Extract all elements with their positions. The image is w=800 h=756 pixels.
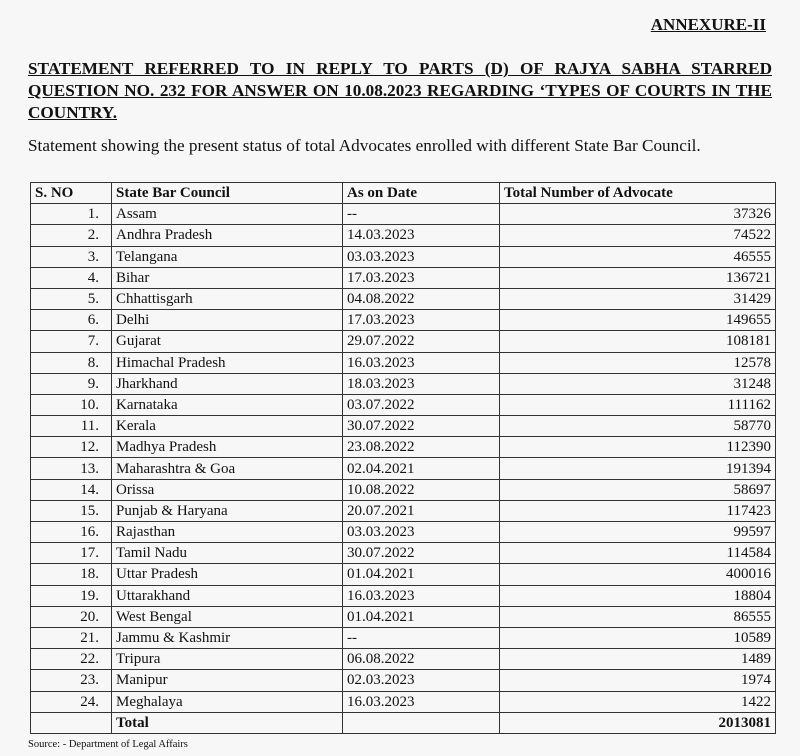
sno-cell: 20. <box>31 606 112 627</box>
total-cell: 108181 <box>500 331 776 352</box>
total-date-cell <box>343 712 500 733</box>
table-row <box>31 500 776 521</box>
date-cell: 16.03.2023 <box>343 352 500 373</box>
table-row <box>31 352 776 373</box>
sno-cell: 1. <box>31 204 112 225</box>
table-row <box>31 543 776 564</box>
table-row <box>31 225 776 246</box>
advocates-table <box>30 182 776 734</box>
sno-cell: 14. <box>31 479 112 500</box>
table-header-row <box>31 183 776 204</box>
total-value: 2013081 <box>500 712 776 733</box>
sno-cell: 11. <box>31 416 112 437</box>
total-cell: 400016 <box>500 564 776 585</box>
total-cell: 10589 <box>500 627 776 648</box>
total-cell: 117423 <box>500 500 776 521</box>
sno-cell: 17. <box>31 543 112 564</box>
sno-cell: 6. <box>31 310 112 331</box>
total-cell: 1489 <box>500 649 776 670</box>
table-row <box>31 479 776 500</box>
total-cell: 136721 <box>500 267 776 288</box>
state-cell: Kerala <box>112 416 343 437</box>
table-row <box>31 394 776 415</box>
sno-cell: 18. <box>31 564 112 585</box>
table-row <box>31 564 776 585</box>
sno-cell: 21. <box>31 627 112 648</box>
sno-cell: 23. <box>31 670 112 691</box>
table-row <box>31 437 776 458</box>
table-row <box>31 606 776 627</box>
sno-cell: 5. <box>31 288 112 309</box>
date-cell: 30.07.2022 <box>343 543 500 564</box>
total-cell: 46555 <box>500 246 776 267</box>
date-cell: 17.03.2023 <box>343 310 500 331</box>
state-cell: Orissa <box>112 479 343 500</box>
date-cell: 16.03.2023 <box>343 585 500 606</box>
header-total: Total Number of Advocate <box>500 183 776 204</box>
table-row <box>31 246 776 267</box>
date-cell: 06.08.2022 <box>343 649 500 670</box>
sno-cell: 24. <box>31 691 112 712</box>
table-row <box>31 670 776 691</box>
state-cell: Tripura <box>112 649 343 670</box>
total-cell: 114584 <box>500 543 776 564</box>
table-row <box>31 627 776 648</box>
state-cell: Himachal Pradesh <box>112 352 343 373</box>
date-cell: 03.03.2023 <box>343 246 500 267</box>
state-cell: Assam <box>112 204 343 225</box>
table-row <box>31 267 776 288</box>
state-cell: Tamil Nadu <box>112 543 343 564</box>
date-cell: 01.04.2021 <box>343 564 500 585</box>
sno-cell: 8. <box>31 352 112 373</box>
state-cell: Madhya Pradesh <box>112 437 343 458</box>
date-cell: 23.08.2022 <box>343 437 500 458</box>
date-cell: 30.07.2022 <box>343 416 500 437</box>
total-cell: 31248 <box>500 373 776 394</box>
total-cell: 112390 <box>500 437 776 458</box>
date-cell: 10.08.2022 <box>343 479 500 500</box>
state-cell: Andhra Pradesh <box>112 225 343 246</box>
intro-paragraph: Statement showing the present status of total Advocates enrolled with different State Bar Council. <box>28 136 701 155</box>
sno-cell: 4. <box>31 267 112 288</box>
total-cell: 31429 <box>500 288 776 309</box>
source-note: Source: - Department of Legal Affairs <box>28 739 188 750</box>
total-cell: 18804 <box>500 585 776 606</box>
total-cell: 58770 <box>500 416 776 437</box>
sno-cell: 2. <box>31 225 112 246</box>
sno-cell: 10. <box>31 394 112 415</box>
sno-cell: 15. <box>31 500 112 521</box>
header-state: State Bar Council <box>112 183 343 204</box>
sno-cell: 16. <box>31 522 112 543</box>
total-label: Total <box>112 712 343 733</box>
table-row <box>31 288 776 309</box>
table-row <box>31 416 776 437</box>
total-sno-cell <box>31 712 112 733</box>
state-cell: Uttarakhand <box>112 585 343 606</box>
total-cell: 99597 <box>500 522 776 543</box>
state-cell: West Bengal <box>112 606 343 627</box>
date-cell: 16.03.2023 <box>343 691 500 712</box>
date-cell: 02.03.2023 <box>343 670 500 691</box>
total-cell: 111162 <box>500 394 776 415</box>
table-row <box>31 373 776 394</box>
date-cell: -- <box>343 204 500 225</box>
total-cell: 149655 <box>500 310 776 331</box>
date-cell: 01.04.2021 <box>343 606 500 627</box>
sno-cell: 13. <box>31 458 112 479</box>
total-cell: 86555 <box>500 606 776 627</box>
table-row <box>31 331 776 352</box>
sno-cell: 12. <box>31 437 112 458</box>
state-cell: Maharashtra & Goa <box>112 458 343 479</box>
state-cell: Telangana <box>112 246 343 267</box>
date-cell: 02.04.2021 <box>343 458 500 479</box>
table-row <box>31 691 776 712</box>
sno-cell: 19. <box>31 585 112 606</box>
sno-cell: 22. <box>31 649 112 670</box>
date-cell: 29.07.2022 <box>343 331 500 352</box>
statement-heading: STATEMENT REFERRED TO IN REPLY TO PARTS (D) OF RAJYA SABHA STARRED QUESTION NO. 232 FOR ANSWER ON 10.08.2023 REGARDING ‘TYPES OF COURTS IN THE COUNTRY. <box>28 59 772 122</box>
sno-cell: 7. <box>31 331 112 352</box>
total-cell: 74522 <box>500 225 776 246</box>
total-cell: 191394 <box>500 458 776 479</box>
state-cell: Meghalaya <box>112 691 343 712</box>
total-row <box>31 712 776 733</box>
header-date: As on Date <box>343 183 500 204</box>
state-cell: Chhattisgarh <box>112 288 343 309</box>
date-cell: 14.03.2023 <box>343 225 500 246</box>
state-cell: Rajasthan <box>112 522 343 543</box>
date-cell: 03.03.2023 <box>343 522 500 543</box>
table-body <box>31 204 776 713</box>
sno-cell: 3. <box>31 246 112 267</box>
date-cell: 17.03.2023 <box>343 267 500 288</box>
table-row <box>31 522 776 543</box>
state-cell: Manipur <box>112 670 343 691</box>
state-cell: Karnataka <box>112 394 343 415</box>
total-cell: 58697 <box>500 479 776 500</box>
state-cell: Delhi <box>112 310 343 331</box>
state-cell: Punjab & Haryana <box>112 500 343 521</box>
date-cell: -- <box>343 627 500 648</box>
table-row <box>31 204 776 225</box>
state-cell: Jammu & Kashmir <box>112 627 343 648</box>
table-row <box>31 649 776 670</box>
total-cell: 12578 <box>500 352 776 373</box>
header-sno: S. NO <box>31 183 112 204</box>
date-cell: 18.03.2023 <box>343 373 500 394</box>
total-cell: 1974 <box>500 670 776 691</box>
annexure-label: ANNEXURE-II <box>650 15 766 34</box>
date-cell: 03.07.2022 <box>343 394 500 415</box>
table-row <box>31 585 776 606</box>
state-cell: Bihar <box>112 267 343 288</box>
state-cell: Gujarat <box>112 331 343 352</box>
table-row <box>31 458 776 479</box>
table-row <box>31 310 776 331</box>
date-cell: 04.08.2022 <box>343 288 500 309</box>
date-cell: 20.07.2021 <box>343 500 500 521</box>
sno-cell: 9. <box>31 373 112 394</box>
total-cell: 37326 <box>500 204 776 225</box>
state-cell: Jharkhand <box>112 373 343 394</box>
total-cell: 1422 <box>500 691 776 712</box>
state-cell: Uttar Pradesh <box>112 564 343 585</box>
